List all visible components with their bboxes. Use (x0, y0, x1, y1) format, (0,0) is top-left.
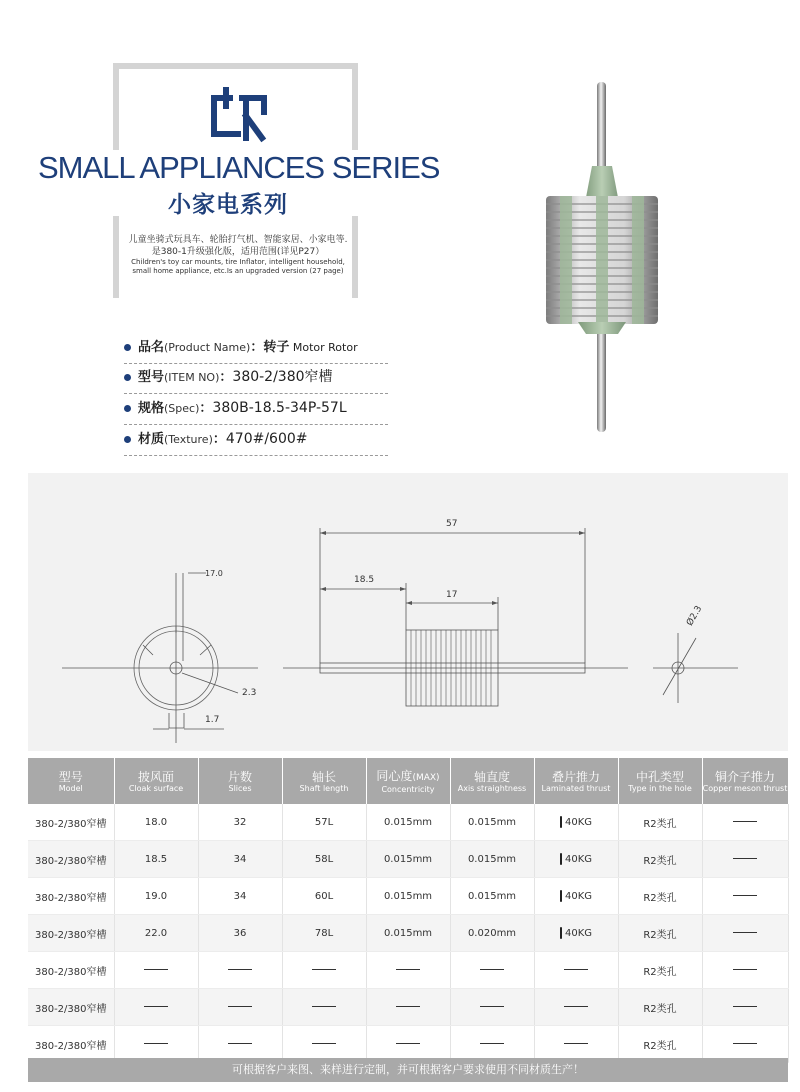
cell-slices: 34 (198, 878, 282, 915)
technical-drawing (28, 473, 788, 751)
cell-thrust (534, 915, 618, 952)
spec-value: 380-2/380窄槽 (232, 369, 333, 385)
dash-placeholder (564, 969, 588, 970)
cell-thrust (534, 878, 618, 915)
cell-hole: R2类孔 (618, 915, 702, 952)
description-en-line1: Children's toy car mounts, tire Inflator, intelligent household, (131, 258, 345, 266)
thrust-value: 40KG (564, 854, 593, 865)
spec-key-en: (Product Name) (164, 341, 251, 354)
spec-row-texture (124, 428, 388, 456)
custom-order-footer: 可根据客户来图、来样进行定制，并可根据客户要求使用不同材质生产！ (28, 1058, 788, 1082)
cell-copper (702, 804, 788, 841)
rotor-slot-liner (596, 196, 608, 324)
col-slices: 片数 Slices (198, 758, 282, 804)
rotor-slot-liner (560, 196, 572, 324)
thrust-marker-icon (560, 890, 562, 902)
dash-placeholder (733, 969, 757, 970)
col-cloak-surface: 披风面 Cloak surface (114, 758, 198, 804)
brand-logo-icon (208, 86, 268, 144)
cell-thrust (534, 952, 618, 989)
spec-row-item-no (124, 366, 388, 394)
spec-sep: ： (212, 432, 226, 447)
dash-placeholder (144, 1043, 168, 1044)
spec-key-en: (ITEM NO) (164, 371, 220, 384)
dash-placeholder (312, 969, 336, 970)
dim-stack-length: 17 (446, 590, 458, 600)
dash-placeholder (228, 969, 252, 970)
spec-key-en: (Texture) (164, 433, 213, 446)
dash-placeholder (564, 1006, 588, 1007)
table-row (28, 804, 788, 841)
cell-shaft (282, 1026, 366, 1063)
dash-placeholder (312, 1006, 336, 1007)
col-hole-type: 中孔类型 Type in the hole (618, 758, 702, 804)
dash-placeholder (733, 932, 757, 933)
col-shaft-length: 轴长 Shaft length (282, 758, 366, 804)
spec-value: 转子 (263, 340, 290, 355)
table-row (28, 915, 788, 952)
thrust-value: 40KG (564, 891, 593, 902)
cell-model: 380-2/380窄槽 (28, 1026, 114, 1063)
cell-straightness (450, 952, 534, 989)
spec-sep: ： (219, 370, 233, 385)
spec-key: 型号 (138, 370, 165, 385)
cell-straightness (450, 1026, 534, 1063)
series-description (120, 234, 356, 276)
cell-thrust (534, 989, 618, 1026)
cell-copper (702, 915, 788, 952)
cell-hole: R2类孔 (618, 989, 702, 1026)
cell-thrust (534, 804, 618, 841)
cell-concentricity: 0.015mm (366, 915, 450, 952)
cell-copper (702, 841, 788, 878)
table-row (28, 1026, 788, 1063)
col-concentricity: 同心度(MAX) Concentricity (366, 758, 450, 804)
cell-shaft: 60L (282, 878, 366, 915)
table-row (28, 952, 788, 989)
cell-concentricity: 0.015mm (366, 841, 450, 878)
thrust-marker-icon (560, 853, 562, 865)
dash-placeholder (480, 1043, 504, 1044)
cell-straightness: 0.015mm (450, 878, 534, 915)
cell-concentricity (366, 1026, 450, 1063)
cell-model: 380-2/380窄槽 (28, 804, 114, 841)
dimension-leader (182, 673, 238, 693)
thrust-value: 40KG (564, 817, 593, 828)
dash-placeholder (312, 1043, 336, 1044)
cell-shaft: 58L (282, 841, 366, 878)
technical-drawing-panel (28, 473, 788, 751)
dash-placeholder (228, 1043, 252, 1044)
dash-placeholder (733, 858, 757, 859)
spec-key: 材质 (138, 432, 165, 447)
cell-copper (702, 952, 788, 989)
description-cn-line2: 是380-1升级强化版，适用范围(详见P27） (151, 247, 325, 257)
cell-thrust (534, 1026, 618, 1063)
spec-sep: ： (199, 401, 213, 416)
cell-thrust (534, 841, 618, 878)
cell-slices (198, 989, 282, 1026)
table-header-row (28, 758, 788, 804)
dash-placeholder (396, 1043, 420, 1044)
table-row (28, 841, 788, 878)
cell-slices: 34 (198, 841, 282, 878)
thrust-marker-icon (560, 816, 562, 828)
spec-key: 规格 (138, 401, 165, 416)
dash-placeholder (564, 1043, 588, 1044)
cell-slices (198, 1026, 282, 1063)
spec-value-en: Motor Rotor (292, 341, 358, 354)
cell-cloak (114, 952, 198, 989)
cell-hole: R2类孔 (618, 952, 702, 989)
bullet-icon (124, 436, 131, 443)
cell-shaft: 78L (282, 915, 366, 952)
cell-model: 380-2/380窄槽 (28, 841, 114, 878)
cell-cloak (114, 989, 198, 1026)
col-axis-straightness: 轴直度 Axis straightness (450, 758, 534, 804)
description-cn-line1: 儿童坐骑式玩具车、轮胎打气机、智能家居、小家电等. (128, 235, 348, 245)
cell-model: 380-2/380窄槽 (28, 878, 114, 915)
cell-shaft: 57L (282, 804, 366, 841)
spec-table (28, 758, 789, 1063)
cell-concentricity (366, 989, 450, 1026)
cell-copper (702, 1026, 788, 1063)
spec-sep: ： (250, 340, 264, 355)
cell-straightness: 0.015mm (450, 841, 534, 878)
cell-slices (198, 952, 282, 989)
table-row (28, 878, 788, 915)
dim-bore: 2.3 (242, 688, 257, 698)
cell-shaft (282, 952, 366, 989)
spec-value: 470#/600# (225, 431, 308, 447)
cell-slices: 36 (198, 915, 282, 952)
cell-straightness (450, 989, 534, 1026)
rotor-product-image (538, 78, 668, 434)
dash-placeholder (396, 969, 420, 970)
dash-placeholder (396, 1006, 420, 1007)
cell-concentricity: 0.015mm (366, 878, 450, 915)
bullet-icon (124, 405, 131, 412)
bullet-icon (124, 374, 131, 381)
dim-left-length: 18.5 (354, 575, 375, 585)
dash-placeholder (480, 1006, 504, 1007)
dash-placeholder (144, 969, 168, 970)
cell-cloak: 19.0 (114, 878, 198, 915)
cell-shaft (282, 989, 366, 1026)
cell-hole: R2类孔 (618, 841, 702, 878)
dimension-leader (663, 638, 696, 695)
col-model: 型号 Model (28, 758, 114, 804)
spec-key: 品名 (138, 340, 165, 355)
rotor-slot-liner (632, 196, 644, 324)
series-title-cn: 小家电系列 (168, 192, 288, 218)
dim-shaft-diameter: Ø2.3 (685, 604, 705, 628)
thrust-value: 40KG (564, 928, 593, 939)
cell-concentricity: 0.015mm (366, 804, 450, 841)
cell-model: 380-2/380窄槽 (28, 952, 114, 989)
cell-hole: R2类孔 (618, 1026, 702, 1063)
slot-outline (169, 713, 184, 728)
spec-row-spec (124, 397, 388, 425)
cell-cloak (114, 1026, 198, 1063)
dash-placeholder (480, 969, 504, 970)
thrust-marker-icon (560, 927, 562, 939)
dim-slot: 1.7 (205, 715, 220, 725)
cell-hole: R2类孔 (618, 878, 702, 915)
cell-hole: R2类孔 (618, 804, 702, 841)
dim-outer: 17.0 (205, 569, 223, 578)
cell-straightness: 0.020mm (450, 915, 534, 952)
cell-model: 380-2/380窄槽 (28, 989, 114, 1026)
col-laminated-thrust: 叠片推力 Laminated thrust (534, 758, 618, 804)
cell-slices: 32 (198, 804, 282, 841)
col-copper-meson-thrust: 铜介子推力 Copper meson thrust (702, 758, 788, 804)
dim-overall-length: 57 (446, 519, 458, 529)
dash-placeholder (733, 821, 757, 822)
cell-copper (702, 878, 788, 915)
table-row (28, 989, 788, 1026)
cell-copper (702, 989, 788, 1026)
dash-placeholder (733, 895, 757, 896)
rotor-insulator (578, 322, 626, 334)
dash-placeholder (144, 1006, 168, 1007)
cell-cloak: 22.0 (114, 915, 198, 952)
cell-straightness: 0.015mm (450, 804, 534, 841)
cell-model: 380-2/380窄槽 (28, 915, 114, 952)
cell-concentricity (366, 952, 450, 989)
cell-cloak: 18.0 (114, 804, 198, 841)
description-en-line2: small home appliance, etc.Is an upgraded version (27 page) (132, 267, 344, 275)
spec-row-product-name (124, 336, 388, 364)
cell-cloak: 18.5 (114, 841, 198, 878)
bullet-icon (124, 344, 131, 351)
series-title: SMALL APPLIANCES SERIES (38, 150, 440, 185)
spec-value: 380B-18.5-34P-57L (212, 400, 347, 416)
dash-placeholder (733, 1006, 757, 1007)
dash-placeholder (228, 1006, 252, 1007)
spec-key-en: (Spec) (164, 402, 200, 415)
dash-placeholder (733, 1043, 757, 1044)
